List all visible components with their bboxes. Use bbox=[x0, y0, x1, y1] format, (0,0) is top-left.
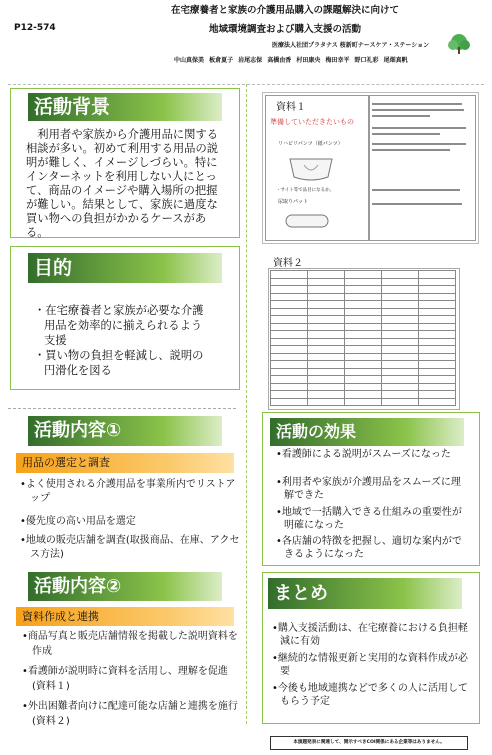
effect-item-4: •各店舗の特徴を把握し、適切な案内ができるようになった bbox=[276, 536, 462, 560]
pad-image bbox=[282, 210, 332, 232]
document-1-red-text: 準備していただきたいもの bbox=[270, 118, 354, 126]
effect-item-3: •地域で一括購入できる仕組みの重要性が明確になった bbox=[276, 507, 462, 531]
diaper-image bbox=[286, 155, 336, 183]
authors: 中山真保美 板倉夏子 岩尾志保 高橋由香 村田康央 梅田幸平 野口礼彩 尾畑真帆 bbox=[174, 57, 408, 64]
purpose-heading: 目的 bbox=[28, 253, 222, 283]
activity1-heading: 活動内容① bbox=[28, 416, 222, 446]
background-text: 利用者や家族から介護用品に関する相談が多い。初めて利用する用品の説明が難しく、イメージしづらい。特にインターネットを利用しない人にとって、商品のイメージや購入場所の把握が難しい。結果として、家族に過度な買い物への負担がかかるケースがある。 bbox=[26, 128, 219, 239]
summary-item-1: •購入支援活動は、在宅療養における負担軽減に有効 bbox=[272, 623, 468, 647]
document-1-label: 資料１ bbox=[276, 102, 306, 113]
document-1-item-1: リハビリパンツ（紙パンツ） bbox=[278, 141, 343, 147]
document-2-label: 資料２ bbox=[273, 258, 303, 269]
title-line-1: 在宅療養者と家族の介護用品購入の課題解決に向けて bbox=[170, 5, 399, 16]
poster-id: P12-574 bbox=[14, 23, 56, 33]
summary-item-3: •今後も地域連携などで多くの人に活用してもらう予定 bbox=[272, 683, 468, 707]
tree-logo-icon bbox=[444, 33, 474, 61]
activity1-item-2: •優先度の高い用品を選定 bbox=[20, 516, 136, 527]
activity2-item-2: •看護師が説明時に資料を活用し、理解を促進(資料１) bbox=[22, 666, 228, 692]
activity2-item-3: •外出困難者向けに配達可能な店舗と連携を施行(資料２) bbox=[22, 701, 238, 727]
document-2-table bbox=[270, 270, 456, 406]
left-divider bbox=[8, 408, 236, 409]
activity2-heading: 活動内容② bbox=[28, 572, 222, 601]
effect-item-1: •看護師による説明がスムーズになった bbox=[276, 449, 451, 460]
activity1-subheading: 用品の選定と調査 bbox=[16, 453, 234, 473]
coi-disclosure: 本演題発表に関連して、開示すべきCOI関係にある企業等はありません。 bbox=[270, 736, 468, 750]
summary-heading: まとめ bbox=[268, 578, 462, 609]
column-divider bbox=[246, 84, 247, 724]
organization: 医療法人社団プラタナス 桜新町ナースケア・ステーション bbox=[272, 42, 430, 49]
effect-item-2: •利用者や家族が介護用品をスムーズに理解できた bbox=[276, 477, 461, 501]
effect-heading: 活動の効果 bbox=[270, 418, 464, 446]
document-1-text-lines bbox=[370, 100, 474, 220]
summary-item-2: •継続的な情報更新と実用的な資料作成が必要 bbox=[272, 653, 468, 677]
title-line-2: 地域環境調査および購入支援の活動 bbox=[208, 24, 361, 35]
purpose-item-1: ・在宅療養者と家族が必要な介護用品を効率的に揃えられるよう支援 bbox=[34, 304, 204, 347]
activity1-item-1: •よく使用される介護用品を事業所内でリストアップ bbox=[20, 479, 236, 504]
activity2-subheading: 資料作成と連携 bbox=[16, 607, 234, 626]
background-heading: 活動背景 bbox=[28, 93, 222, 121]
activity1-item-3: •地域の販売店舗を調査(取扱商品、在庫、アクセス方法) bbox=[20, 535, 240, 560]
document-1-note: ・サイト等で品目になるか。 bbox=[276, 188, 335, 193]
purpose-item-2: ・買い物の負担を軽減し、説明の円滑化を図る bbox=[34, 349, 204, 377]
activity2-item-1: •商品写真と販売店舗情報を掲載した説明資料を作成 bbox=[22, 631, 238, 657]
document-1-item-2: 尿取りパット bbox=[278, 199, 309, 205]
